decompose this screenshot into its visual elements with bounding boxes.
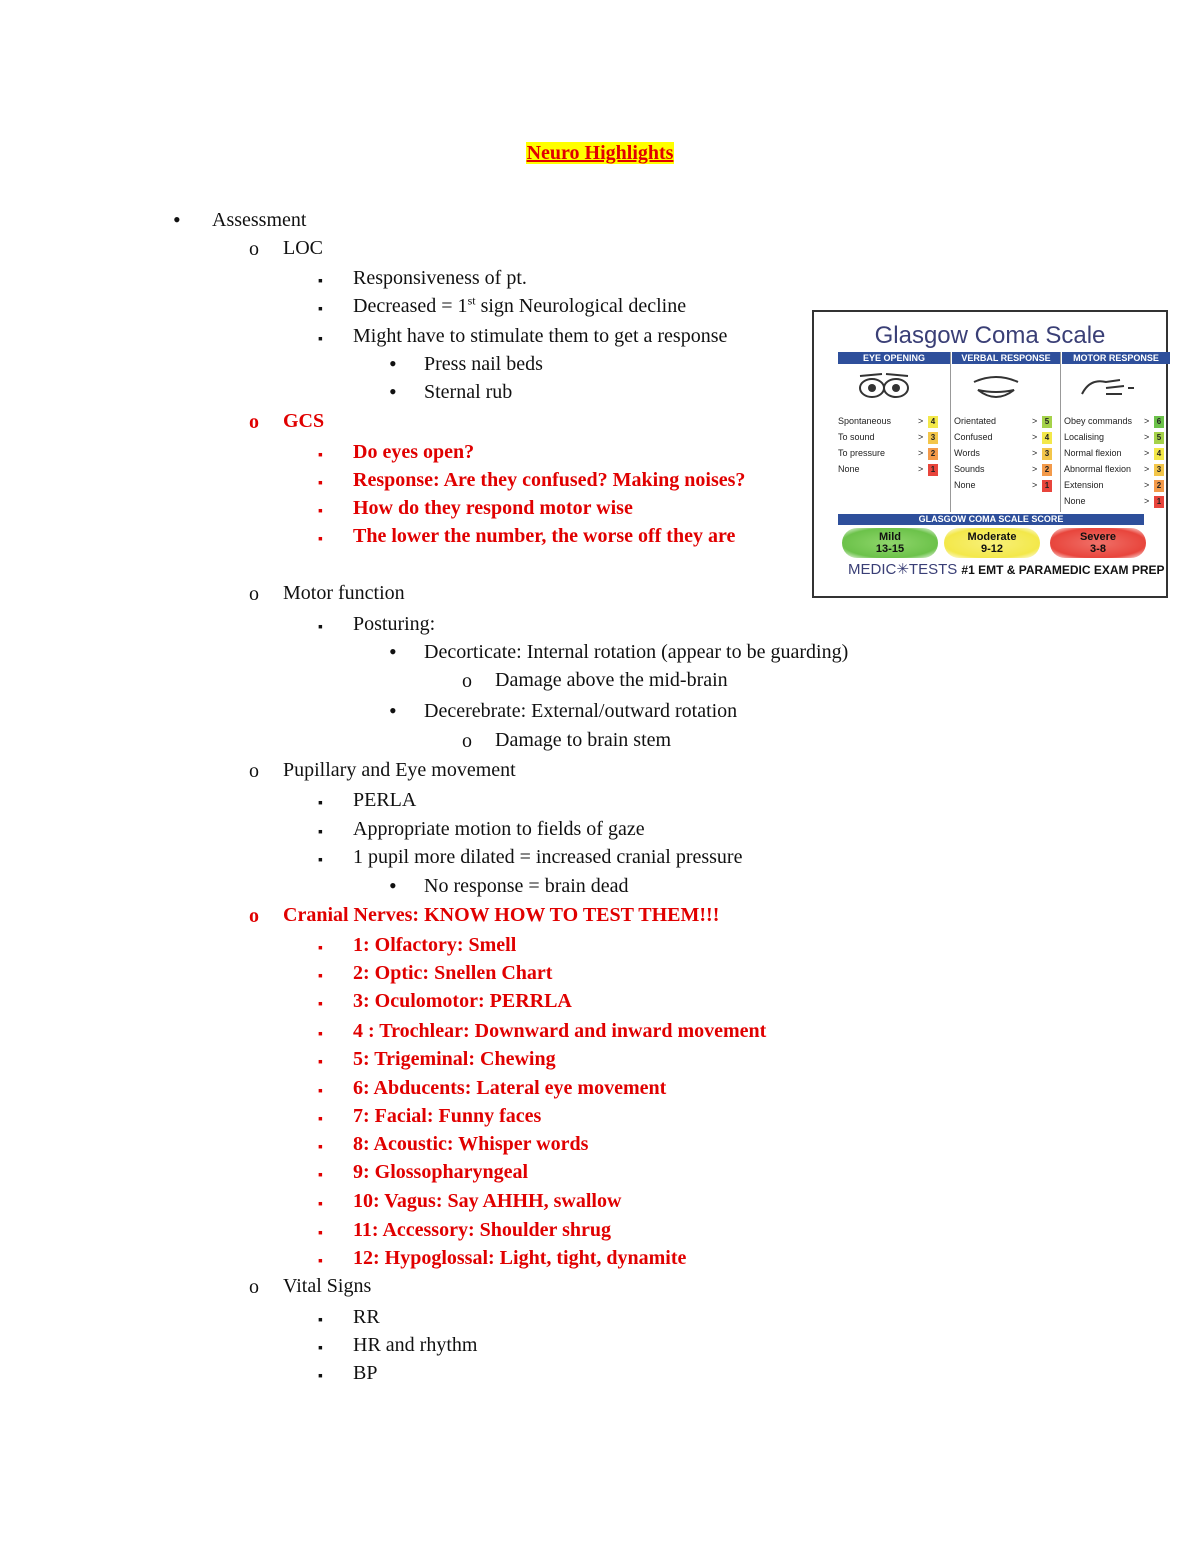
cranial-nerve-item: 6: Abducents: Lateral eye movement [353, 1077, 667, 1099]
square-bullet-icon [318, 1133, 323, 1160]
arrow-icon: > [1032, 464, 1038, 474]
square-bullet-icon [318, 525, 323, 552]
gcs-score-number: 5 [1042, 416, 1052, 428]
gcs-response-label: Obey commands [1064, 416, 1133, 426]
pupil-item: PERLA [353, 789, 417, 811]
loc-heading: LOC [283, 237, 323, 259]
gcs-item: The lower the number, the worse off they are [353, 525, 736, 547]
vitals-item: RR [353, 1306, 380, 1328]
gcs-score-number: 2 [928, 448, 938, 460]
arrow-icon: > [918, 416, 924, 426]
square-bullet-icon [318, 1105, 323, 1132]
bullet-icon [389, 352, 397, 377]
gcs-score-number: 5 [1154, 432, 1164, 444]
square-bullet-icon [318, 1161, 323, 1188]
square-bullet-icon [318, 846, 323, 873]
gcs-score-number: 3 [928, 432, 938, 444]
posturing-item: Posturing: [353, 613, 436, 635]
arrow-icon: > [918, 432, 924, 442]
eyes-face-icon [854, 368, 914, 408]
circle-bullet-icon [249, 237, 259, 261]
gcs-response-label: None [954, 480, 976, 490]
bullet-icon [389, 874, 397, 899]
arrow-icon: > [1144, 416, 1150, 426]
stimulus-item: Sternal rub [424, 381, 513, 403]
gcs-response-label: Extension [1064, 480, 1104, 490]
vitals-item: BP [353, 1362, 378, 1384]
gcs-response-label: Words [954, 448, 980, 458]
circle-bullet-icon [249, 904, 259, 928]
bullet-icon [389, 699, 397, 724]
decerebrate-sub: Damage to brain stem [495, 729, 672, 751]
pupil-heading: Pupillary and Eye movement [283, 759, 516, 781]
vitals-item: HR and rhythm [353, 1334, 478, 1356]
gcs-response-label: To sound [838, 432, 875, 442]
document-title: Neuro Highlights [526, 142, 674, 164]
gcs-figure [812, 310, 1168, 598]
cranial-nerve-item: 1: Olfactory: Smell [353, 934, 517, 956]
circle-bullet-icon [249, 410, 259, 434]
cranial-heading: Cranial Nerves: KNOW HOW TO TEST THEM!!! [283, 904, 720, 926]
square-bullet-icon [318, 1048, 323, 1075]
mouth-face-icon [966, 368, 1026, 408]
pupil-item: Appropriate motion to fields of gaze [353, 818, 645, 840]
gcs-score-number: 4 [1042, 432, 1052, 444]
bullet-icon [173, 208, 181, 233]
gcs-response-label: Orientated [954, 416, 997, 426]
gcs-footer [848, 560, 1165, 578]
assessment-heading: Assessment [212, 209, 307, 231]
square-bullet-icon [318, 267, 323, 294]
square-bullet-icon [318, 295, 323, 322]
gcs-score-number: 6 [1154, 416, 1164, 428]
square-bullet-icon [318, 1219, 323, 1246]
square-bullet-icon [318, 613, 323, 640]
cranial-nerve-item: 12: Hypoglossal: Light, tight, dynamite [353, 1247, 687, 1269]
square-bullet-icon [318, 1190, 323, 1217]
decerebrate-item: Decerebrate: External/outward rotation [424, 700, 738, 722]
gcs-score-number: 1 [1154, 496, 1164, 508]
gcs-response-label: Localising [1064, 432, 1105, 442]
tagline: #1 EMT & PARAMEDIC EXAM PREP [961, 563, 1165, 577]
decorticate-sub: Damage above the mid-brain [495, 669, 728, 691]
gcs-response-label: Sounds [954, 464, 985, 474]
arrow-icon: > [1032, 432, 1038, 442]
gcs-header: VERBAL RESPONSE [952, 352, 1060, 364]
moderate-badge: Moderate 9-12 [944, 528, 1040, 558]
gcs-item: Do eyes open? [353, 441, 475, 463]
vitals-heading: Vital Signs [283, 1275, 372, 1297]
square-bullet-icon [318, 1247, 323, 1274]
bullet-icon [389, 380, 397, 405]
circle-bullet-icon [462, 669, 472, 693]
gcs-header: MOTOR RESPONSE [1062, 352, 1170, 364]
decorticate-item: Decorticate: Internal rotation (appear to be guarding) [424, 641, 849, 663]
square-bullet-icon [318, 497, 323, 524]
gcs-heading: GCS [283, 410, 325, 432]
loc-item: Decreased = 1st sign Neurological decline [353, 293, 687, 317]
arrow-icon: > [918, 448, 924, 458]
cranial-nerve-item: 11: Accessory: Shoulder shrug [353, 1219, 611, 1241]
circle-bullet-icon [462, 729, 472, 753]
pupil-sub: No response = brain dead [424, 875, 629, 897]
loc-item: Responsiveness of pt. [353, 267, 527, 289]
gcs-score-number: 1 [928, 464, 938, 476]
arrow-icon: > [1032, 448, 1038, 458]
divider [1060, 352, 1061, 512]
hand-icon [1076, 368, 1136, 408]
cranial-nerve-item: 3: Oculomotor: PERRLA [353, 990, 572, 1012]
arrow-icon: > [1144, 496, 1150, 506]
gcs-figure-title: Glasgow Coma Scale [874, 322, 1106, 349]
cranial-nerve-item: 9: Glossopharyngeal [353, 1161, 529, 1183]
loc-item: Might have to stimulate them to get a response [353, 325, 728, 347]
square-bullet-icon [318, 1362, 323, 1389]
square-bullet-icon [318, 962, 323, 989]
gcs-response-label: Abnormal flexion [1064, 464, 1132, 474]
arrow-icon: > [1144, 480, 1150, 490]
divider [950, 352, 951, 512]
cranial-nerve-item: 4 : Trochlear: Downward and inward movement [353, 1020, 767, 1042]
gcs-response-label: Normal flexion [1064, 448, 1122, 458]
gcs-score-header: GLASGOW COMA SCALE SCORE [838, 514, 1144, 525]
arrow-icon: > [1032, 480, 1038, 490]
gcs-score-number: 4 [1154, 448, 1164, 460]
arrow-icon: > [1032, 416, 1038, 426]
cranial-nerve-item: 8: Acoustic: Whisper words [353, 1133, 589, 1155]
gcs-response-label: Spontaneous [838, 416, 892, 426]
stimulus-item: Press nail beds [424, 353, 543, 375]
arrow-icon: > [1144, 448, 1150, 458]
gcs-response-label: Confused [954, 432, 993, 442]
cranial-nerve-item: 7: Facial: Funny faces [353, 1105, 542, 1127]
gcs-score-number: 2 [1042, 464, 1052, 476]
square-bullet-icon [318, 1077, 323, 1104]
circle-bullet-icon [249, 1275, 259, 1299]
cranial-nerve-item: 2: Optic: Snellen Chart [353, 962, 553, 984]
gcs-header: EYE OPENING [838, 352, 950, 364]
bullet-icon [389, 640, 397, 665]
cranial-nerve-item: 5: Trigeminal: Chewing [353, 1048, 556, 1070]
gcs-item: Response: Are they confused? Making noises? [353, 469, 746, 491]
square-bullet-icon [318, 441, 323, 468]
gcs-score-number: 1 [1042, 480, 1052, 492]
square-bullet-icon [318, 469, 323, 496]
circle-bullet-icon [249, 759, 259, 783]
square-bullet-icon [318, 818, 323, 845]
circle-bullet-icon [249, 582, 259, 606]
gcs-score-number: 2 [1154, 480, 1164, 492]
severe-badge: Severe 3-8 [1050, 528, 1146, 558]
gcs-response-label: None [838, 464, 860, 474]
gcs-item: How do they respond motor wise [353, 497, 633, 519]
motor-heading: Motor function [283, 582, 405, 604]
square-bullet-icon [318, 934, 323, 961]
cranial-nerve-item: 10: Vagus: Say AHHH, swallow [353, 1190, 622, 1212]
arrow-icon: > [1144, 464, 1150, 474]
square-bullet-icon [318, 1334, 323, 1361]
gcs-response-label: To pressure [838, 448, 886, 458]
gcs-score-number: 4 [928, 416, 938, 428]
square-bullet-icon [318, 325, 323, 352]
gcs-score-number: 3 [1042, 448, 1052, 460]
square-bullet-icon [318, 1020, 323, 1047]
square-bullet-icon [318, 1306, 323, 1333]
gcs-response-label: None [1064, 496, 1086, 506]
square-bullet-icon [318, 990, 323, 1017]
square-bullet-icon [318, 789, 323, 816]
mild-badge: Mild 13-15 [842, 528, 938, 558]
brand-logo: MEDIC✳TESTS [848, 561, 958, 578]
pupil-item: 1 pupil more dilated = increased cranial pressure [353, 846, 743, 868]
gcs-score-number: 3 [1154, 464, 1164, 476]
arrow-icon: > [1144, 432, 1150, 442]
arrow-icon: > [918, 464, 924, 474]
